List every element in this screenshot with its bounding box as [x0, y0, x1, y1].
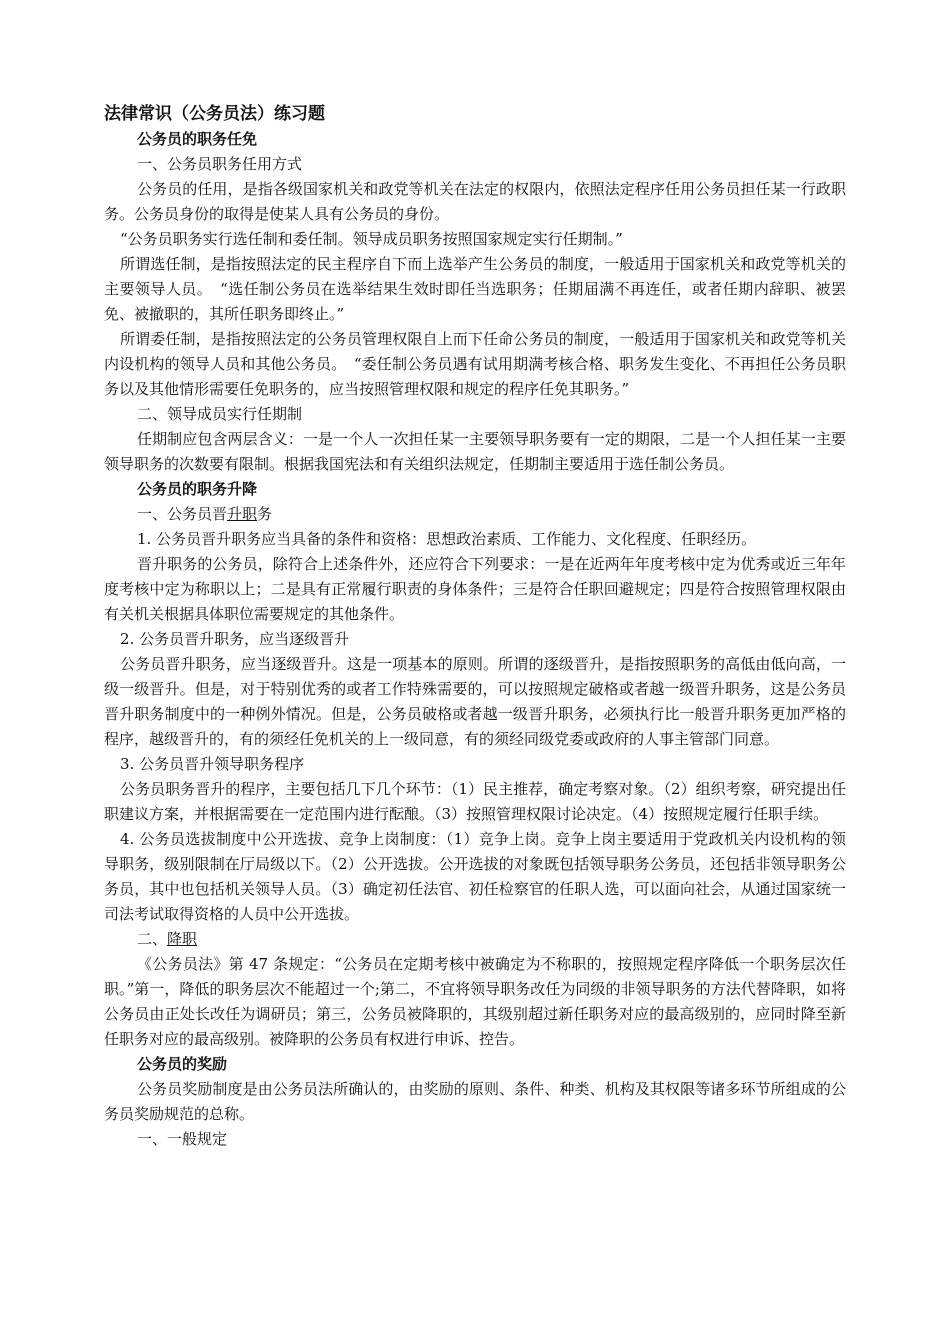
paragraph: 公务员职务晋升的程序，主要包括几下几个环节：（1）民主推荐，确定考察对象。（2）组织考察，研究提出任职建议方案，并根据需要在一定范围内进行酝酿。（3）按照管理权限讨论决定。（4）按照规定履行任职手续。: [104, 780, 846, 823]
document-title: 法律常识（公务员法）练习题: [104, 104, 325, 124]
paragraph: 任期制应包含两层含义：一是一个人一次担任某一主要领导职务要有一定的期限，二是一个人担任某一主要领导职务的次数要有限制。根据我国宪法和有关组织法规定，任期制主要适用于选任制公务员。: [104, 430, 846, 473]
paragraph: 3. 公务员晋升领导职务程序: [120, 755, 305, 773]
subheading-promotion: [104, 502, 846, 527]
subheading-term-system: 二、领导成员实行任期制: [137, 405, 303, 423]
paragraph: 《公务员法》第 47 条规定：“公务员在定期考核中被确定为不称职的，按照规定程序降低一个职务层次任职。”第一，降低的职务层次不能超过一个;第二，不宜将领导职务改任为同级的非领导职务的方法代替降职，如将公务员由正处长改任为调研员；第三，公务员被降职的，其级别超过新任职务对应的最高级别的，应同时降至新任职务对应的最高级别。被降职的公务员有权进行申诉、控告。: [104, 955, 846, 1048]
paragraph: 4. 公务员选拔制度中公开选拔、竞争上岗制度：（1）竞争上岗。竞争上岗主要适用于党政机关内设机构的领导职务，级别限制在厅局级以下。（2）公开选拔。公开选拔的对象既包括领导职务公务员，还包括非领导职务公务员，其中也包括机关领导人员。（3）确定初任法官、初任检察官的任职人选，可以面向社会，从通过国家统一司法考试取得资格的人员中公开选拔。: [104, 830, 846, 923]
underlined-text: 升职: [227, 505, 258, 523]
paragraph: 2. 公务员晋升职务，应当逐级晋升: [120, 630, 350, 648]
subheading-appointment-methods: 一、公务员职务任用方式: [137, 155, 303, 173]
paragraph: 所谓委任制，是指按照法定的公务员管理权限自上而下任命公务员的制度，一般适用于国家机关和政党等机关内设机构的领导人员和其他公务员。 “委任制公务员遇有试用期满考核合格、职务发生变化、不再担任公务员职务以及其他情形需要任免职务的，应当按照管理权限和规定的程序任免其职务。”: [104, 330, 846, 398]
section-heading-rewards: 公务员的奖励: [137, 1055, 228, 1073]
subheading-demotion: [104, 927, 846, 952]
document-body: [104, 127, 846, 1152]
subheading-general-provisions: 一、一般规定: [137, 1130, 228, 1148]
subheading-text: 一、公务员晋: [137, 505, 228, 523]
paragraph: 所谓选任制，是指按照法定的民主程序自下而上选举产生公务员的制度，一般适用于国家机关和政党等机关的主要领导人员。 “选任制公务员在选举结果生效时即任当选职务；任期届满不再连任，或者任期内辞职、被罢免、被撤职的，其所任职务即终止。”: [104, 255, 846, 323]
paragraph: “公务员职务实行选任制和委任制。领导成员职务按照国家规定实行任期制。”: [120, 230, 623, 248]
section-heading-promotion: 公务员的职务升降: [137, 480, 258, 498]
paragraph: 公务员的任用，是指各级国家机关和政党等机关在法定的权限内，依照法定程序任用公务员担任某一行政职务。公务员身份的取得是使某人具有公务员的身份。: [104, 180, 846, 223]
paragraph: 1. 公务员晋升职务应当具备的条件和资格：思想政治素质、工作能力、文化程度、任职经历。: [137, 530, 757, 548]
subheading-text: 二、: [137, 930, 168, 948]
paragraph: 公务员奖励制度是由公务员法所确认的，由奖励的原则、条件、种类、机构及其权限等诸多环节所组成的公务员奖励规范的总称。: [104, 1080, 846, 1123]
paragraph: 晋升职务的公务员，除符合上述条件外，还应符合下列要求：一是在近两年年度考核中定为优秀或近三年年度考核中定为称职以上；二是具有正常履行职责的身体条件；三是符合任职回避规定；四是符合按照管理权限由有关机关根据具体职位需要规定的其他条件。: [104, 555, 846, 623]
underlined-text: 降职: [167, 930, 198, 948]
subheading-text: 务: [257, 505, 273, 523]
paragraph: 公务员晋升职务，应当逐级晋升。这是一项基本的原则。所谓的逐级晋升，是指按照职务的高低由低向高，一级一级晋升。但是，对于特别优秀的或者工作特殊需要的，可以按照规定破格或者越一级晋升职务，这是公务员晋升职务制度中的一种例外情况。但是，公务员破格或者越一级晋升职务，必须执行比一般晋升职务更加严格的程序，越级晋升的，有的须经任免机关的上一级同意，有的须经同级党委或政府的人事主管部门同意。: [104, 655, 846, 748]
section-heading-appointment: 公务员的职务任免: [137, 130, 258, 148]
